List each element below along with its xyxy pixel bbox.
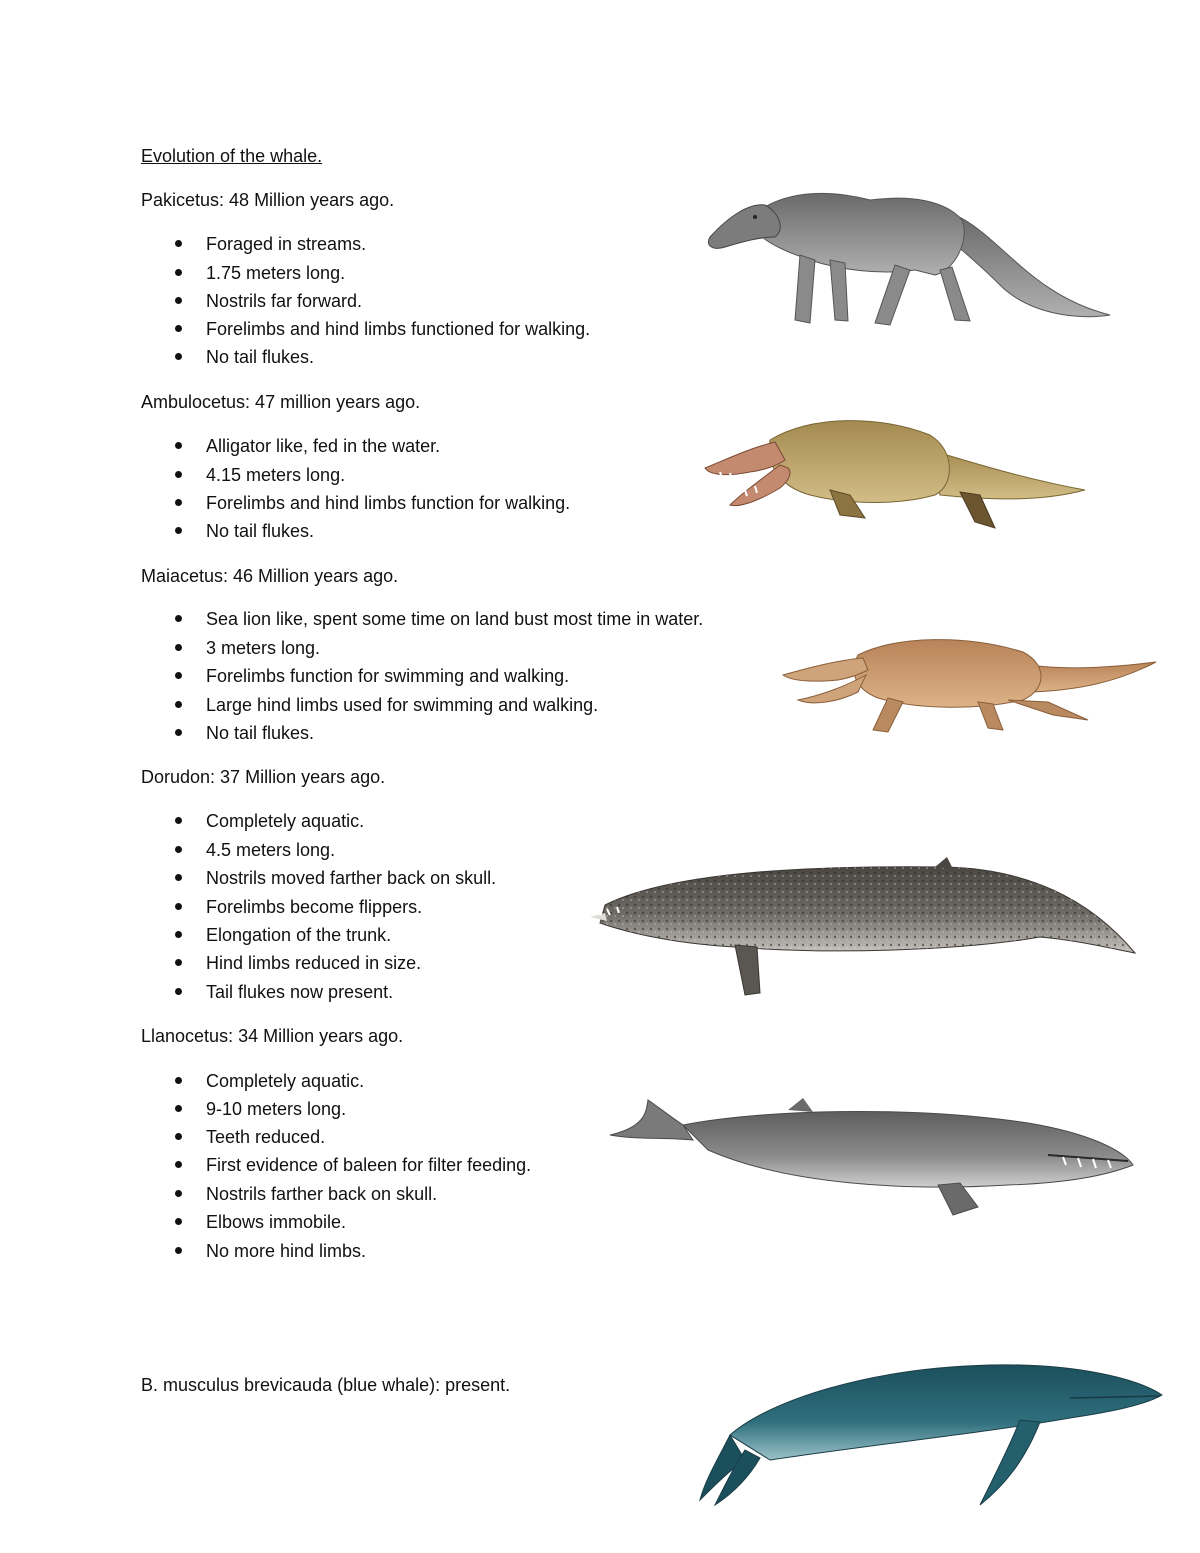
bullet-icon — [175, 297, 182, 304]
list-item: Hind limbs reduced in size. — [175, 952, 421, 974]
bullet-icon — [175, 1247, 182, 1254]
list-item: Elongation of the trunk. — [175, 924, 391, 946]
bullet-icon — [175, 615, 182, 622]
bullet-icon — [175, 499, 182, 506]
bullet-icon — [175, 988, 182, 995]
blue-whale-illustration — [690, 1360, 1165, 1510]
list-item: No tail flukes. — [175, 520, 314, 542]
llanocetus-illustration — [608, 1095, 1138, 1220]
section-heading-ambulocetus: Ambulocetus: 47 million years ago. — [141, 392, 421, 412]
list-item: Completely aquatic. — [175, 810, 364, 832]
list-item: Elbows immobile. — [175, 1211, 346, 1233]
bullet-icon — [175, 1077, 182, 1084]
dorudon-illustration — [585, 855, 1140, 1000]
bullet-icon — [175, 1105, 182, 1112]
list-item: Nostrils farther back on skull. — [175, 1183, 437, 1205]
list-item: Large hind limbs used for swimming and walking. — [175, 694, 598, 716]
bullet-icon — [175, 471, 182, 478]
section-heading-dorudon: Dorudon: 37 Million years ago. — [141, 767, 386, 787]
list-item: Teeth reduced. — [175, 1126, 325, 1148]
bullet-icon — [175, 672, 182, 679]
section-heading-pakicetus: Pakicetus: 48 Million years ago. — [141, 190, 395, 210]
bullet-icon — [175, 269, 182, 276]
bullet-icon — [175, 931, 182, 938]
list-item: 4.5 meters long. — [175, 839, 335, 861]
bullet-icon — [175, 442, 182, 449]
list-item: No tail flukes. — [175, 346, 314, 368]
bullet-icon — [175, 1218, 182, 1225]
list-item: Forelimbs function for swimming and walking. — [175, 665, 569, 687]
bullet-icon — [175, 817, 182, 824]
list-item: Tail flukes now present. — [175, 981, 393, 1003]
bullet-icon — [175, 644, 182, 651]
section-heading-llanocetus: Llanocetus: 34 Million years ago. — [141, 1026, 404, 1046]
bullet-icon — [175, 527, 182, 534]
bullet-icon — [175, 1133, 182, 1140]
bullet-icon — [175, 701, 182, 708]
list-item: Nostrils far forward. — [175, 290, 362, 312]
list-item: No more hind limbs. — [175, 1240, 366, 1262]
list-item: Foraged in streams. — [175, 233, 366, 255]
bullet-icon — [175, 846, 182, 853]
list-item: Nostrils moved farther back on skull. — [175, 867, 496, 889]
section-heading-blue-whale: B. musculus brevicauda (blue whale): present. — [141, 1375, 511, 1395]
ambulocetus-illustration — [700, 410, 1090, 535]
list-item: Forelimbs become flippers. — [175, 896, 422, 918]
bullet-icon — [175, 729, 182, 736]
bullet-icon — [175, 959, 182, 966]
bullet-icon — [175, 1190, 182, 1197]
list-item: Completely aquatic. — [175, 1070, 364, 1092]
list-item: 4.15 meters long. — [175, 464, 345, 486]
list-item: 1.75 meters long. — [175, 262, 345, 284]
bullet-icon — [175, 353, 182, 360]
list-item: Sea lion like, spent some time on land bust most time in water. — [175, 608, 703, 630]
bullet-icon — [175, 325, 182, 332]
list-item: 3 meters long. — [175, 637, 320, 659]
list-item: Alligator like, fed in the water. — [175, 435, 440, 457]
list-item: Forelimbs and hind limbs function for walking. — [175, 492, 570, 514]
pakicetus-illustration — [700, 175, 1115, 330]
bullet-icon — [175, 1161, 182, 1168]
list-item: Forelimbs and hind limbs functioned for walking. — [175, 318, 590, 340]
list-item: First evidence of baleen for filter feeding. — [175, 1154, 531, 1176]
list-item: No tail flukes. — [175, 722, 314, 744]
maiacetus-illustration — [778, 630, 1158, 740]
section-heading-maiacetus: Maiacetus: 46 Million years ago. — [141, 566, 399, 586]
list-item: 9-10 meters long. — [175, 1098, 346, 1120]
bullet-icon — [175, 903, 182, 910]
bullet-icon — [175, 874, 182, 881]
bullet-icon — [175, 240, 182, 247]
document-title: Evolution of the whale. — [141, 146, 323, 166]
